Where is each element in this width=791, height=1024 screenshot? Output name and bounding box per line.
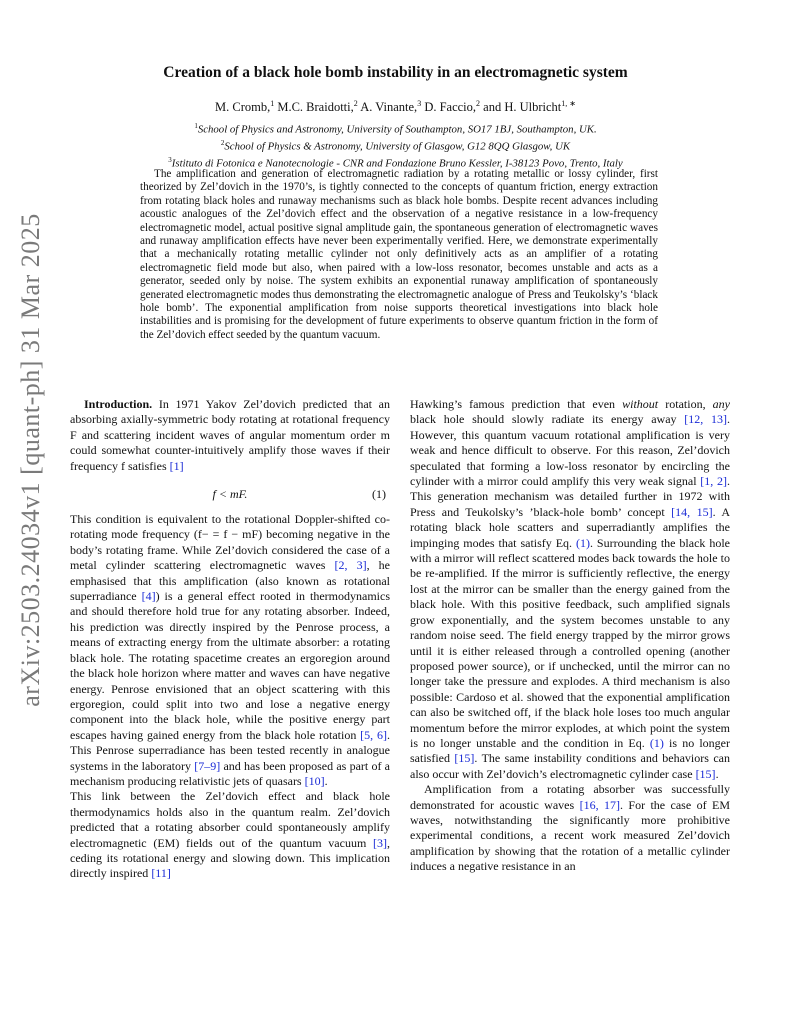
- citation-link[interactable]: [5, 6]: [360, 727, 387, 742]
- author-affil-sup: 1, ∗: [561, 99, 576, 108]
- text-run: This condition is equivalent to the rotational Doppler-shifted co-rotating mode frequency (f− = f − mF) becoming negative in the body’s rotating frame. While Zel’dovich considered the case of a metal cylinder scattering electromagnetic waves: [70, 512, 390, 573]
- citation-link[interactable]: [10]: [304, 773, 325, 788]
- author: A. Vinante,: [360, 100, 418, 115]
- citation-link[interactable]: [16, 17]: [579, 797, 620, 812]
- right-column: [410, 397, 730, 875]
- arxiv-id-text: arXiv:2503.24034v1 [quant-ph] 31 Mar 2025: [16, 213, 45, 707]
- affiliation-line: [70, 137, 721, 154]
- text-run: Hawking’s famous prediction that even: [410, 397, 623, 411]
- text-run: . A rotating black hole scatters and superradiantly amplifies the impinging modes that satisfy Eq.: [410, 504, 730, 550]
- emphasis: any: [712, 397, 730, 411]
- affiliation-line: [70, 120, 721, 137]
- right-paragraph-1: [410, 397, 730, 782]
- text-run: black hole should slowly radiate its energy away: [410, 412, 685, 427]
- affil-sup: 2: [220, 139, 225, 148]
- text-run: is no longer satisfied: [410, 735, 730, 766]
- citation-link[interactable]: [3]: [373, 835, 387, 850]
- equation-expression: f < mF.: [212, 487, 248, 502]
- affil-sup: 3: [168, 156, 172, 165]
- text-run: Amplification from a rotating absorber was successfully demonstrated for acoustic waves: [410, 782, 730, 812]
- emphasis: without: [622, 397, 659, 411]
- citation-link[interactable]: [12, 13]: [684, 412, 727, 427]
- equation-ref-link[interactable]: (1): [649, 735, 664, 750]
- author-list: [70, 99, 721, 115]
- section-heading-introduction: Introduction.: [84, 397, 153, 411]
- intro-paragraph-3: [70, 789, 390, 881]
- affil-text: School of Physics & Astronomy, University of Glasgow, G12 8QQ Glasgow, UK: [224, 140, 571, 153]
- abstract: The amplification and generation of electromagnetic radiation by a rotating metallic or lossy cylinder, first theorized by Zel’dovich in the 1970’s, is tightly connected to the concepts of quantum friction, energy extraction from rotating black holes and runaway mechanisms such as black hole bombs. Despite recent advances including acoustic analogues of the Zel’dovich effect and the observation of a negative resistance in a low-frequency electromagnetic model, actual positive signal amplitude gain, the spontaneous generation of electromagnetic waves and runaway amplification effects have never been experimentally verified. Here, we demonstrate experimentally that a mechanically rotating metallic cylinder not only definitively acts as an amplifier of a rotating electromagnetic field mode but also, when paired with a low-loss resonator, becomes unstable and acts as a generator, seeded only by noise. The system exhibits an exponential runaway amplification of spontaneously generated electromagnetic modes thus demonstrating the electromagnetic analogue of Press and Teukolsky’s ‘black hole bomb’. The exponential amplification from noise supports theoretical investigations into black hole instabilities and is promising for the development of future experiments to observe quantum friction in the form of the Zel’dovich effect seeded by the quantum vacuum.: [140, 168, 658, 341]
- text-run: rotation,: [658, 397, 713, 411]
- affil-text: Istituto di Fotonica e Nanotecnologie - CNR and Fondazione Bruno Kessler, I-38123 Povo, Trento, Italy: [171, 157, 623, 170]
- author: and H. Ulbricht: [483, 100, 562, 115]
- citation-link[interactable]: [1]: [169, 458, 184, 473]
- right-paragraph-2: [410, 782, 730, 874]
- text-run: In 1971 Yakov Zel’dovich predicted that an absorbing axially-symmetric body rotating at rotational frequency F and scattering incident waves of angular momentum order m could somewhat counter-intuitively amplify those waves if their frequency f satisfies: [70, 397, 391, 473]
- equation-1: [70, 487, 390, 502]
- author-affil-sup: 1: [270, 99, 275, 108]
- text-run: . This Penrose superradiance has been tested recently in analogue systems in the laboratory: [70, 727, 390, 773]
- author: M. Cromb,: [215, 100, 271, 115]
- citation-link[interactable]: [15]: [454, 751, 475, 766]
- text-run: , he emphasised that this amplification (also known as rotational superradiance: [70, 558, 390, 604]
- intro-paragraph-2: [70, 512, 390, 789]
- equation-number: (1): [372, 487, 386, 502]
- left-column: [70, 397, 390, 882]
- text-run: , ceding its rotational energy and slowing down. This implication directly inspired: [70, 835, 390, 881]
- text-run: . The same instability conditions and behaviors can also occur with Zel’dovich’s electromagnetic cylinder case: [410, 751, 730, 781]
- affil-sup: 1: [194, 122, 198, 130]
- text-run: . However, this quantum vacuum rotational amplification is very weak and hence difficult to observe. For this reason, Zel’dovich speculated that forming a low-loss resonator by encircling the cylinder with a mirror could amplify this very weak signal: [410, 412, 730, 489]
- author: D. Faccio,: [424, 100, 477, 115]
- text-run: .: [715, 766, 719, 781]
- text-run: . Surrounding the black hole with a mirror will reflect scattered modes back towards the hole to be re-amplified. If the mirror is sufficiently reflective, the energy lost at the mirror can be smaller than the energy gained from the black hole. With this positive feedback, such amplified signals grow exponentially, and the system becomes unstable to any random noise seed. The field energy trapped by the mirror grows until it is either released through a controlled opening (another proposed power source), or if unchecked, until the mirror can no longer take the pressure and explodes. A third mechanism is also possible: Cardoso et al. showed that the exponential amplification can also be switched off, if the black hole loses too much angular momentum before the mirror explodes, at which point the system is no longer unstable and the condition in Eq.: [410, 535, 730, 750]
- affil-text: School of Physics and Astronomy, University of Southampton, SO17 1BJ, Southampton, UK.: [197, 123, 597, 136]
- citation-link[interactable]: [4]: [141, 589, 156, 604]
- equation-ref-link[interactable]: (1): [575, 535, 590, 550]
- text-run: . This generation mechanism was detailed further in 1972 with Press and Teukolsky’s ’black-hole bomb’ concept: [410, 474, 730, 519]
- citation-link[interactable]: [15]: [695, 766, 716, 781]
- author-affil-sup: 2: [476, 99, 481, 108]
- citation-link[interactable]: [14, 15]: [671, 504, 713, 519]
- affiliations: [70, 120, 721, 172]
- text-run: and has been proposed as part of a mechanism producing relativistic jets of quasars: [70, 758, 390, 788]
- author-affil-sup: 2: [353, 99, 358, 108]
- text-run: This link between the Zel’dovich effect and black hole thermodynamics holds also in the quantum realm. Zel’dovich predicted that a rotating absorber could spontaneously amplify electromagnetic (EM) fields out of the quantum vacuum: [70, 789, 390, 850]
- text-run: ) is a general effect rooted in thermodynamics and should therefore hold true for any rotating absorber. Indeed, his prediction was directly inspired by the Penrose process, a means of extracting energy from the ultimate absorber: a rotating black hole. The rotating spacetime creates an ergoregion around the black hole horizon where matter and waves can have negative energy. Penrose envisioned that an object scattering with this ergoregion, could split into two and lose a negative energy component into the black hole, while the positive energy part escapes having gained energy from the black hole rotation: [70, 589, 390, 742]
- text-run: . For the case of EM waves, notwithstanding the significantly more prohibitive experimental conditions, a recent work measured Zel’dovich amplification by showing that the rotation of a metallic cylinder induces a negative resistance in an: [410, 797, 730, 874]
- text-run: .: [324, 773, 328, 788]
- citation-link[interactable]: [1, 2]: [700, 474, 727, 489]
- author: M.C. Braidotti,: [277, 100, 354, 115]
- citation-link[interactable]: [11]: [151, 866, 171, 881]
- paper-title: Creation of a black hole bomb instability in an electromagnetic system: [163, 64, 628, 81]
- intro-paragraph-1: [70, 397, 390, 474]
- citation-link[interactable]: [7–9]: [194, 758, 221, 773]
- arxiv-identifier-sidebar: [6, 200, 56, 720]
- author-affil-sup: 3: [417, 99, 422, 108]
- citation-link[interactable]: [2, 3]: [334, 558, 367, 573]
